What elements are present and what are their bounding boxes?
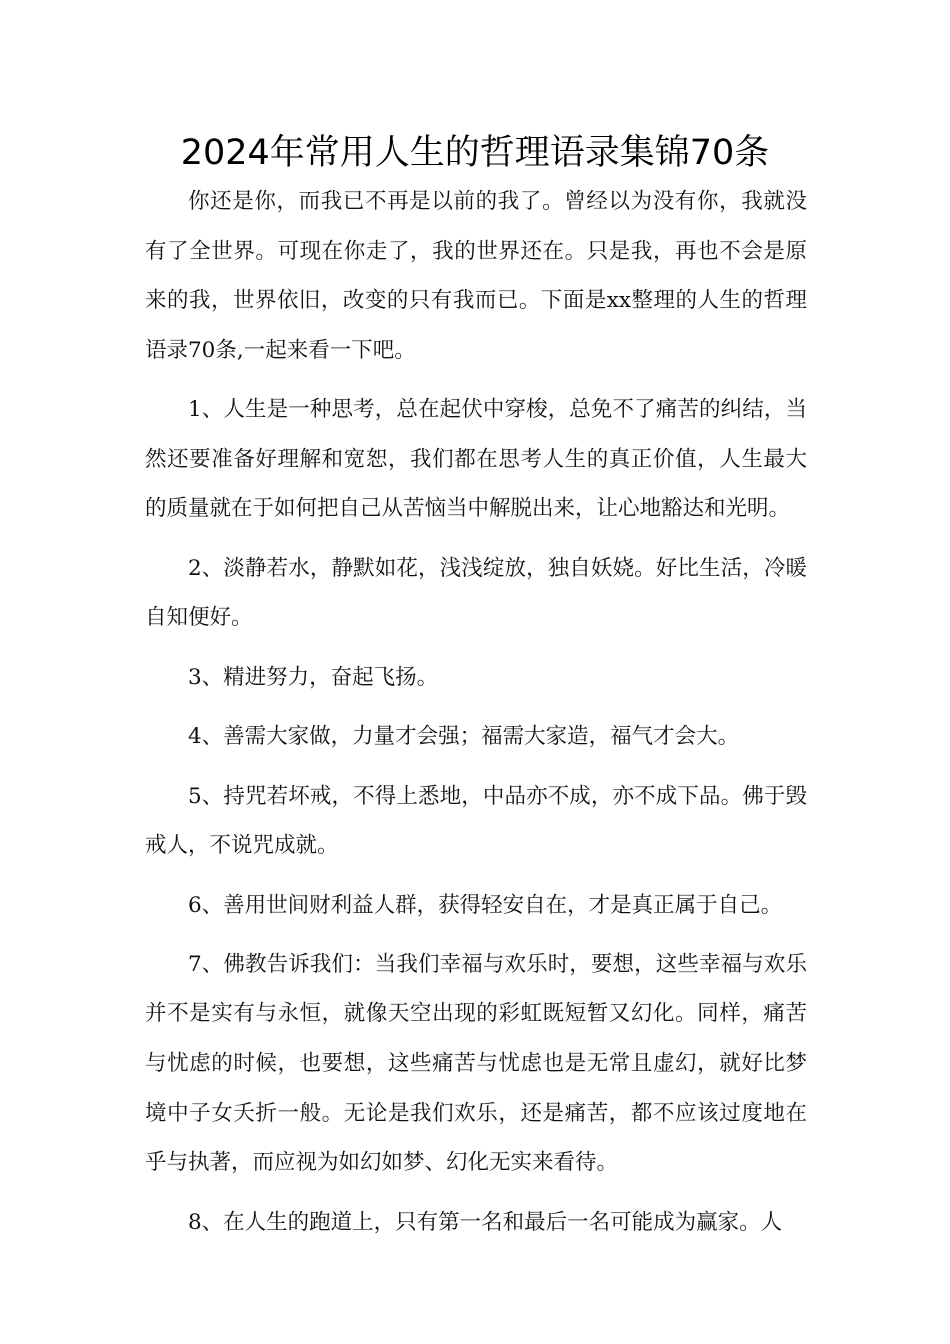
quote-paragraph-1: 1、人生是一种思考，总在起伏中穿梭，总免不了痛苦的纠结，当然还要准备好理解和宽恕，我们都在思考人生的真正价值，人生最大的质量就在于如何把自己从苦恼当中解脱出来，让心地豁达和光明。 — [145, 397, 807, 522]
quote-paragraph-2: 2、淡静若水，静默如花，浅浅绽放，独自妖娆。好比生活，冷暖自知便好。 — [145, 555, 807, 631]
document-title: 2024年常用人生的哲理语录集锦70条 — [180, 133, 770, 173]
intro-paragraph: 你还是你，而我已不再是以前的我了。曾经以为没有你，我就没有了全世界。可现在你走了，我的世界还在。只是我，再也不会是原来的我，世界依旧，改变的只有我而已。下面是xx整理的人生的哲理语录70条,一起来看一下吧。 — [145, 189, 807, 363]
quote-paragraph-4: 4、善需大家做，力量才会强；福需大家造，福气才会大。 — [188, 724, 740, 750]
quote-paragraph-6: 6、善用世间财利益人群，获得轻安自在，才是真正属于自己。 — [188, 892, 783, 918]
quote-paragraph-3: 3、精进努力，奋起飞扬。 — [188, 664, 439, 690]
quote-paragraph-7: 7、佛教告诉我们：当我们幸福与欢乐时，要想，这些幸福与欢乐并不是实有与永恒，就像天空出现的彩虹既短暂又幻化。同样，痛苦与忧虑的时候，也要想，这些痛苦与忧虑也是无常且虚幻，就好比梦境中子女夭折一般。无论是我们欢乐，还是痛苦，都不应该过度地在乎与执著，而应视为如幻如梦、幻化无实来看待。 — [145, 951, 807, 1176]
quote-paragraph-5: 5、持咒若坏戒，不得上悉地，中品亦不成，亦不成下品。佛于毁戒人，不说咒成就。 — [145, 783, 807, 859]
document-body — [145, 177, 807, 1257]
quote-paragraph-8: 8、在人生的跑道上，只有第一名和最后一名可能成为赢家。人 — [188, 1209, 783, 1235]
